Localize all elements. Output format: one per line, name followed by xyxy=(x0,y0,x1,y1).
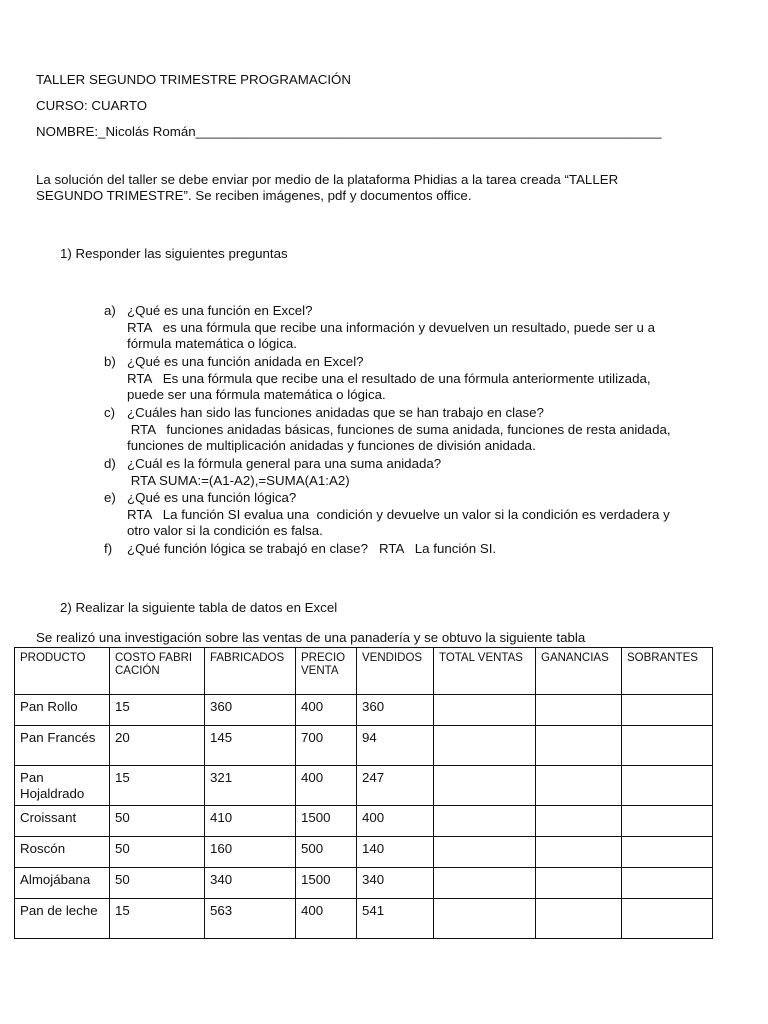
question-c xyxy=(104,405,744,455)
cell-ganancias xyxy=(536,899,622,939)
cell-sobrantes xyxy=(622,766,713,806)
cell-total-ventas xyxy=(434,868,536,899)
cell-ganancias xyxy=(536,726,622,766)
cell-sobrantes xyxy=(622,868,713,899)
cell-fabricados: 145 xyxy=(205,726,296,766)
question-f xyxy=(104,541,744,558)
cell-sobrantes xyxy=(622,695,713,726)
answer-line-2: otro valor si la condición es falsa. xyxy=(127,523,323,539)
cell-fabricados: 410 xyxy=(205,806,296,837)
cell-vendidos: 340 xyxy=(357,868,434,899)
question-text: ¿Qué es una función anidada en Excel? xyxy=(127,354,364,369)
bakery-sales-table xyxy=(14,647,713,939)
question-text: ¿Cuál es la fórmula general para una suma anidada? xyxy=(127,456,442,471)
cell-vendidos: 140 xyxy=(357,837,434,868)
intro-line-1: La solución del taller se debe enviar por medio de la plataforma Phidias a la tarea creada “TALLER xyxy=(36,172,619,187)
cell-vendidos: 94 xyxy=(357,726,434,766)
cell-ganancias xyxy=(536,837,622,868)
question-label: a) xyxy=(104,303,116,318)
cell-fabricados: 160 xyxy=(205,837,296,868)
answer-line-2: fórmula matemática o lógica. xyxy=(127,336,297,352)
cell-producto: Almojábana xyxy=(15,868,110,899)
cell-costo: 50 xyxy=(110,837,205,868)
cell-precio: 700 xyxy=(296,726,357,766)
cell-total-ventas xyxy=(434,766,536,806)
cell-sobrantes xyxy=(622,726,713,766)
question-text: ¿Qué es una función lógica? xyxy=(127,490,297,505)
answer-line-1: RTA funciones anidadas básicas, funciones de suma anidada, funciones de resta anidada, xyxy=(127,421,671,437)
cell-vendidos: 247 xyxy=(357,766,434,806)
question-label: e) xyxy=(104,490,116,505)
cell-costo: 20 xyxy=(110,726,205,766)
cell-sobrantes xyxy=(622,899,713,939)
cell-producto: Pan Rollo xyxy=(15,695,110,726)
question-label: d) xyxy=(104,456,116,471)
course-line: CURSO: CUARTO xyxy=(36,98,148,113)
cell-fabricados: 321 xyxy=(205,766,296,806)
question-label: c) xyxy=(104,405,116,420)
cell-total-ventas xyxy=(434,726,536,766)
answer-line-1: RTA SUMA:=(A1-A2),=SUMA(A1:A2) xyxy=(127,472,350,488)
cell-costo: 50 xyxy=(110,868,205,899)
table-row xyxy=(15,837,713,868)
cell-vendidos: 541 xyxy=(357,899,434,939)
cell-vendidos: 400 xyxy=(357,806,434,837)
cell-producto: Pan de leche xyxy=(15,899,110,939)
name-line: NOMBRE:_Nicolás Román_______________________________________________________________ xyxy=(36,124,662,139)
answer-line-2: puede ser una fórmula matemática o lógica. xyxy=(127,387,386,403)
cell-sobrantes xyxy=(622,806,713,837)
question-label: b) xyxy=(104,354,116,369)
intro-line-2: SEGUNDO TRIMESTRE”. Se reciben imágenes, pdf y documentos office. xyxy=(36,188,472,203)
table-row xyxy=(15,726,713,766)
question-label: f) xyxy=(104,541,113,556)
cell-ganancias xyxy=(536,806,622,837)
cell-producto: Pan Hojaldrado xyxy=(15,766,110,806)
cell-ganancias xyxy=(536,868,622,899)
table-intro: Se realizó una investigación sobre las ventas de una panadería y se obtuvo la siguiente tabla xyxy=(36,630,586,645)
cell-total-ventas xyxy=(434,806,536,837)
cell-ganancias xyxy=(536,695,622,726)
cell-fabricados: 563 xyxy=(205,899,296,939)
section-2-heading: 2) Realizar la siguiente tabla de datos en Excel xyxy=(60,600,338,615)
cell-costo: 15 xyxy=(110,899,205,939)
column-header-total-ventas: TOTAL VENTAS xyxy=(434,648,536,695)
column-header-fabricados: FABRICADOS xyxy=(205,648,296,695)
question-text: ¿Qué es una función en Excel? xyxy=(127,303,313,318)
cell-producto: Croissant xyxy=(15,806,110,837)
section-1-heading: 1) Responder las siguientes preguntas xyxy=(60,246,288,261)
column-header-sobrantes: SOBRANTES xyxy=(622,648,713,695)
cell-fabricados: 360 xyxy=(205,695,296,726)
column-header-vendidos: VENDIDOS xyxy=(357,648,434,695)
question-text: ¿Cuáles han sido las funciones anidadas que se han trabajo en clase? xyxy=(127,405,544,420)
column-header-producto: PRODUCTO xyxy=(15,648,110,695)
column-header-precio-venta: PRECIO VENTA xyxy=(296,648,357,695)
question-e xyxy=(104,490,744,540)
cell-total-ventas xyxy=(434,695,536,726)
answer-line-1: RTA Es una fórmula que recibe una el resultado de una fórmula anteriormente utilizada, xyxy=(127,370,651,386)
cell-precio: 1500 xyxy=(296,806,357,837)
cell-precio: 500 xyxy=(296,837,357,868)
column-header-ganancias: GANANCIAS xyxy=(536,648,622,695)
cell-ganancias xyxy=(536,766,622,806)
column-header-costo-fabricacion: COSTO FABRICACIÓN xyxy=(110,648,205,695)
cell-producto: Roscón xyxy=(15,837,110,868)
cell-producto: Pan Francés xyxy=(15,726,110,766)
document-title: TALLER SEGUNDO TRIMESTRE PROGRAMACIÓN xyxy=(36,72,351,87)
table-row xyxy=(15,806,713,837)
cell-sobrantes xyxy=(622,837,713,868)
cell-costo: 15 xyxy=(110,766,205,806)
cell-total-ventas xyxy=(434,837,536,868)
table-row xyxy=(15,868,713,899)
cell-costo: 15 xyxy=(110,695,205,726)
question-a xyxy=(104,303,744,353)
answer-line-1: RTA es una fórmula que recibe una información y devuelven un resultado, puede ser u a xyxy=(127,319,656,335)
cell-precio: 400 xyxy=(296,766,357,806)
cell-precio: 1500 xyxy=(296,868,357,899)
table-row xyxy=(15,695,713,726)
question-d xyxy=(104,456,744,489)
question-text: ¿Qué función lógica se trabajó en clase? RTA La función SI. xyxy=(127,541,497,556)
answer-line-2: funciones de multiplicación anidadas y funciones de división anidada. xyxy=(127,438,536,454)
cell-precio: 400 xyxy=(296,695,357,726)
table-row xyxy=(15,899,713,939)
cell-fabricados: 340 xyxy=(205,868,296,899)
cell-precio: 400 xyxy=(296,899,357,939)
cell-vendidos: 360 xyxy=(357,695,434,726)
cell-total-ventas xyxy=(434,899,536,939)
cell-costo: 50 xyxy=(110,806,205,837)
table-row xyxy=(15,766,713,806)
table-header-row xyxy=(15,648,713,695)
question-b xyxy=(104,354,744,404)
answer-line-1: RTA La función SI evalua una condición y devuelve un valor si la condición es verdadera y xyxy=(127,506,670,522)
